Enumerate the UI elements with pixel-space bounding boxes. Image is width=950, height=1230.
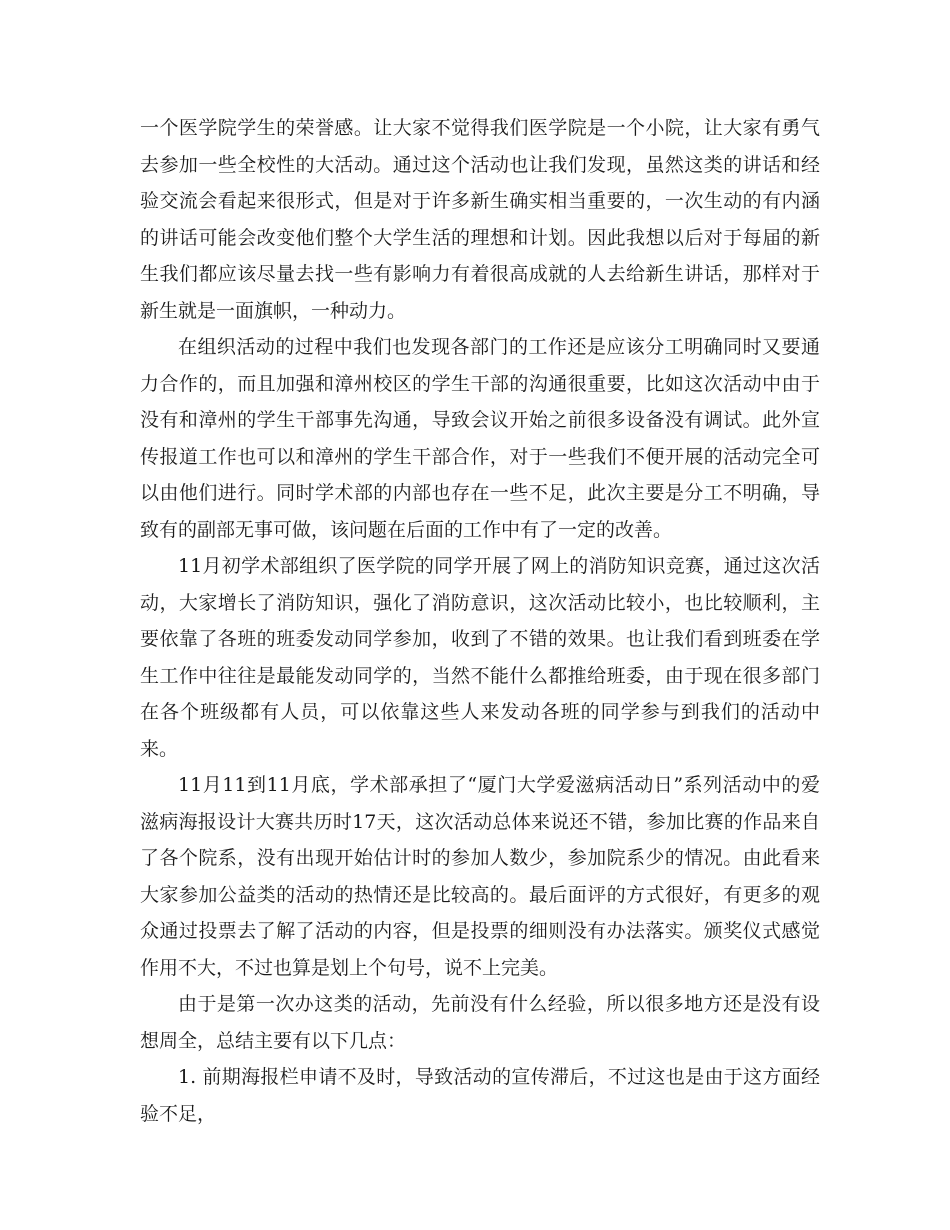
document-body	[140, 110, 820, 1132]
paragraph-4: 11月11到11月底，学术部承担了“厦门大学爱滋病活动日”系列活动中的爱滋病海报设计大赛共历时17天，这次活动总体来说还不错，参加比赛的作品来自了各个院系，没有出现开始估计时的参加人数少，参加院系少的情况。由此看来大家参加公益类的活动的热情还是比较高的。最后面评的方式很好，有更多的观众通过投票去了解了活动的内容，但是投票的细则没有办法落实。颁奖仪式感觉作用不大，不过也算是划上个句号，说不上完美。	[140, 774, 820, 979]
list-item-1: 1. 前期海报栏申请不及时，导致活动的宣传滞后，不过这也是由于这方面经验不足，	[140, 1066, 820, 1125]
paragraph-1: 一个医学院学生的荣誉感。让大家不觉得我们医学院是一个小院，让大家有勇气去参加一些全校性的大活动。通过这个活动也让我们发现，虽然这类的讲话和经验交流会看起来很形式，但是对于许多新生确实相当重要的，一次生动的有内涵的讲话可能会改变他们整个大学生活的理想和计划。因此我想以后对于每届的新生我们都应该尽量去找一些有影响力有着很高成就的人去给新生讲话，那样对于新生就是一面旗帜，一种动力。	[140, 117, 820, 322]
paragraph-5: 由于是第一次办这类的活动，先前没有什么经验，所以很多地方还是没有设想周全，总结主要有以下几点：	[140, 993, 820, 1052]
paragraph-2: 在组织活动的过程中我们也发现各部门的工作还是应该分工明确同时又要通力合作的，而且加强和漳州校区的学生干部的沟通很重要，比如这次活动中由于没有和漳州的学生干部事先沟通，导致会议开始之前很多设备没有调试。此外宣传报道工作也可以和漳州的学生干部合作，对于一些我们不便开展的活动完全可以由他们进行。同时学术部的内部也存在一些不足，此次主要是分工不明确，导致有的副部无事可做，该问题在后面的工作中有了一定的改善。	[140, 336, 820, 541]
paragraph-3: 11月初学术部组织了医学院的同学开展了网上的消防知识竞赛，通过这次活动，大家增长了消防知识，强化了消防意识，这次活动比较小，也比较顺利，主要依靠了各班的班委发动同学参加，收到了不错的效果。也让我们看到班委在学生工作中往往是最能发动同学的，当然不能什么都推给班委，由于现在很多部门在各个班级都有人员，可以依靠这些人来发动各班的同学参与到我们的活动中来。	[140, 555, 820, 760]
